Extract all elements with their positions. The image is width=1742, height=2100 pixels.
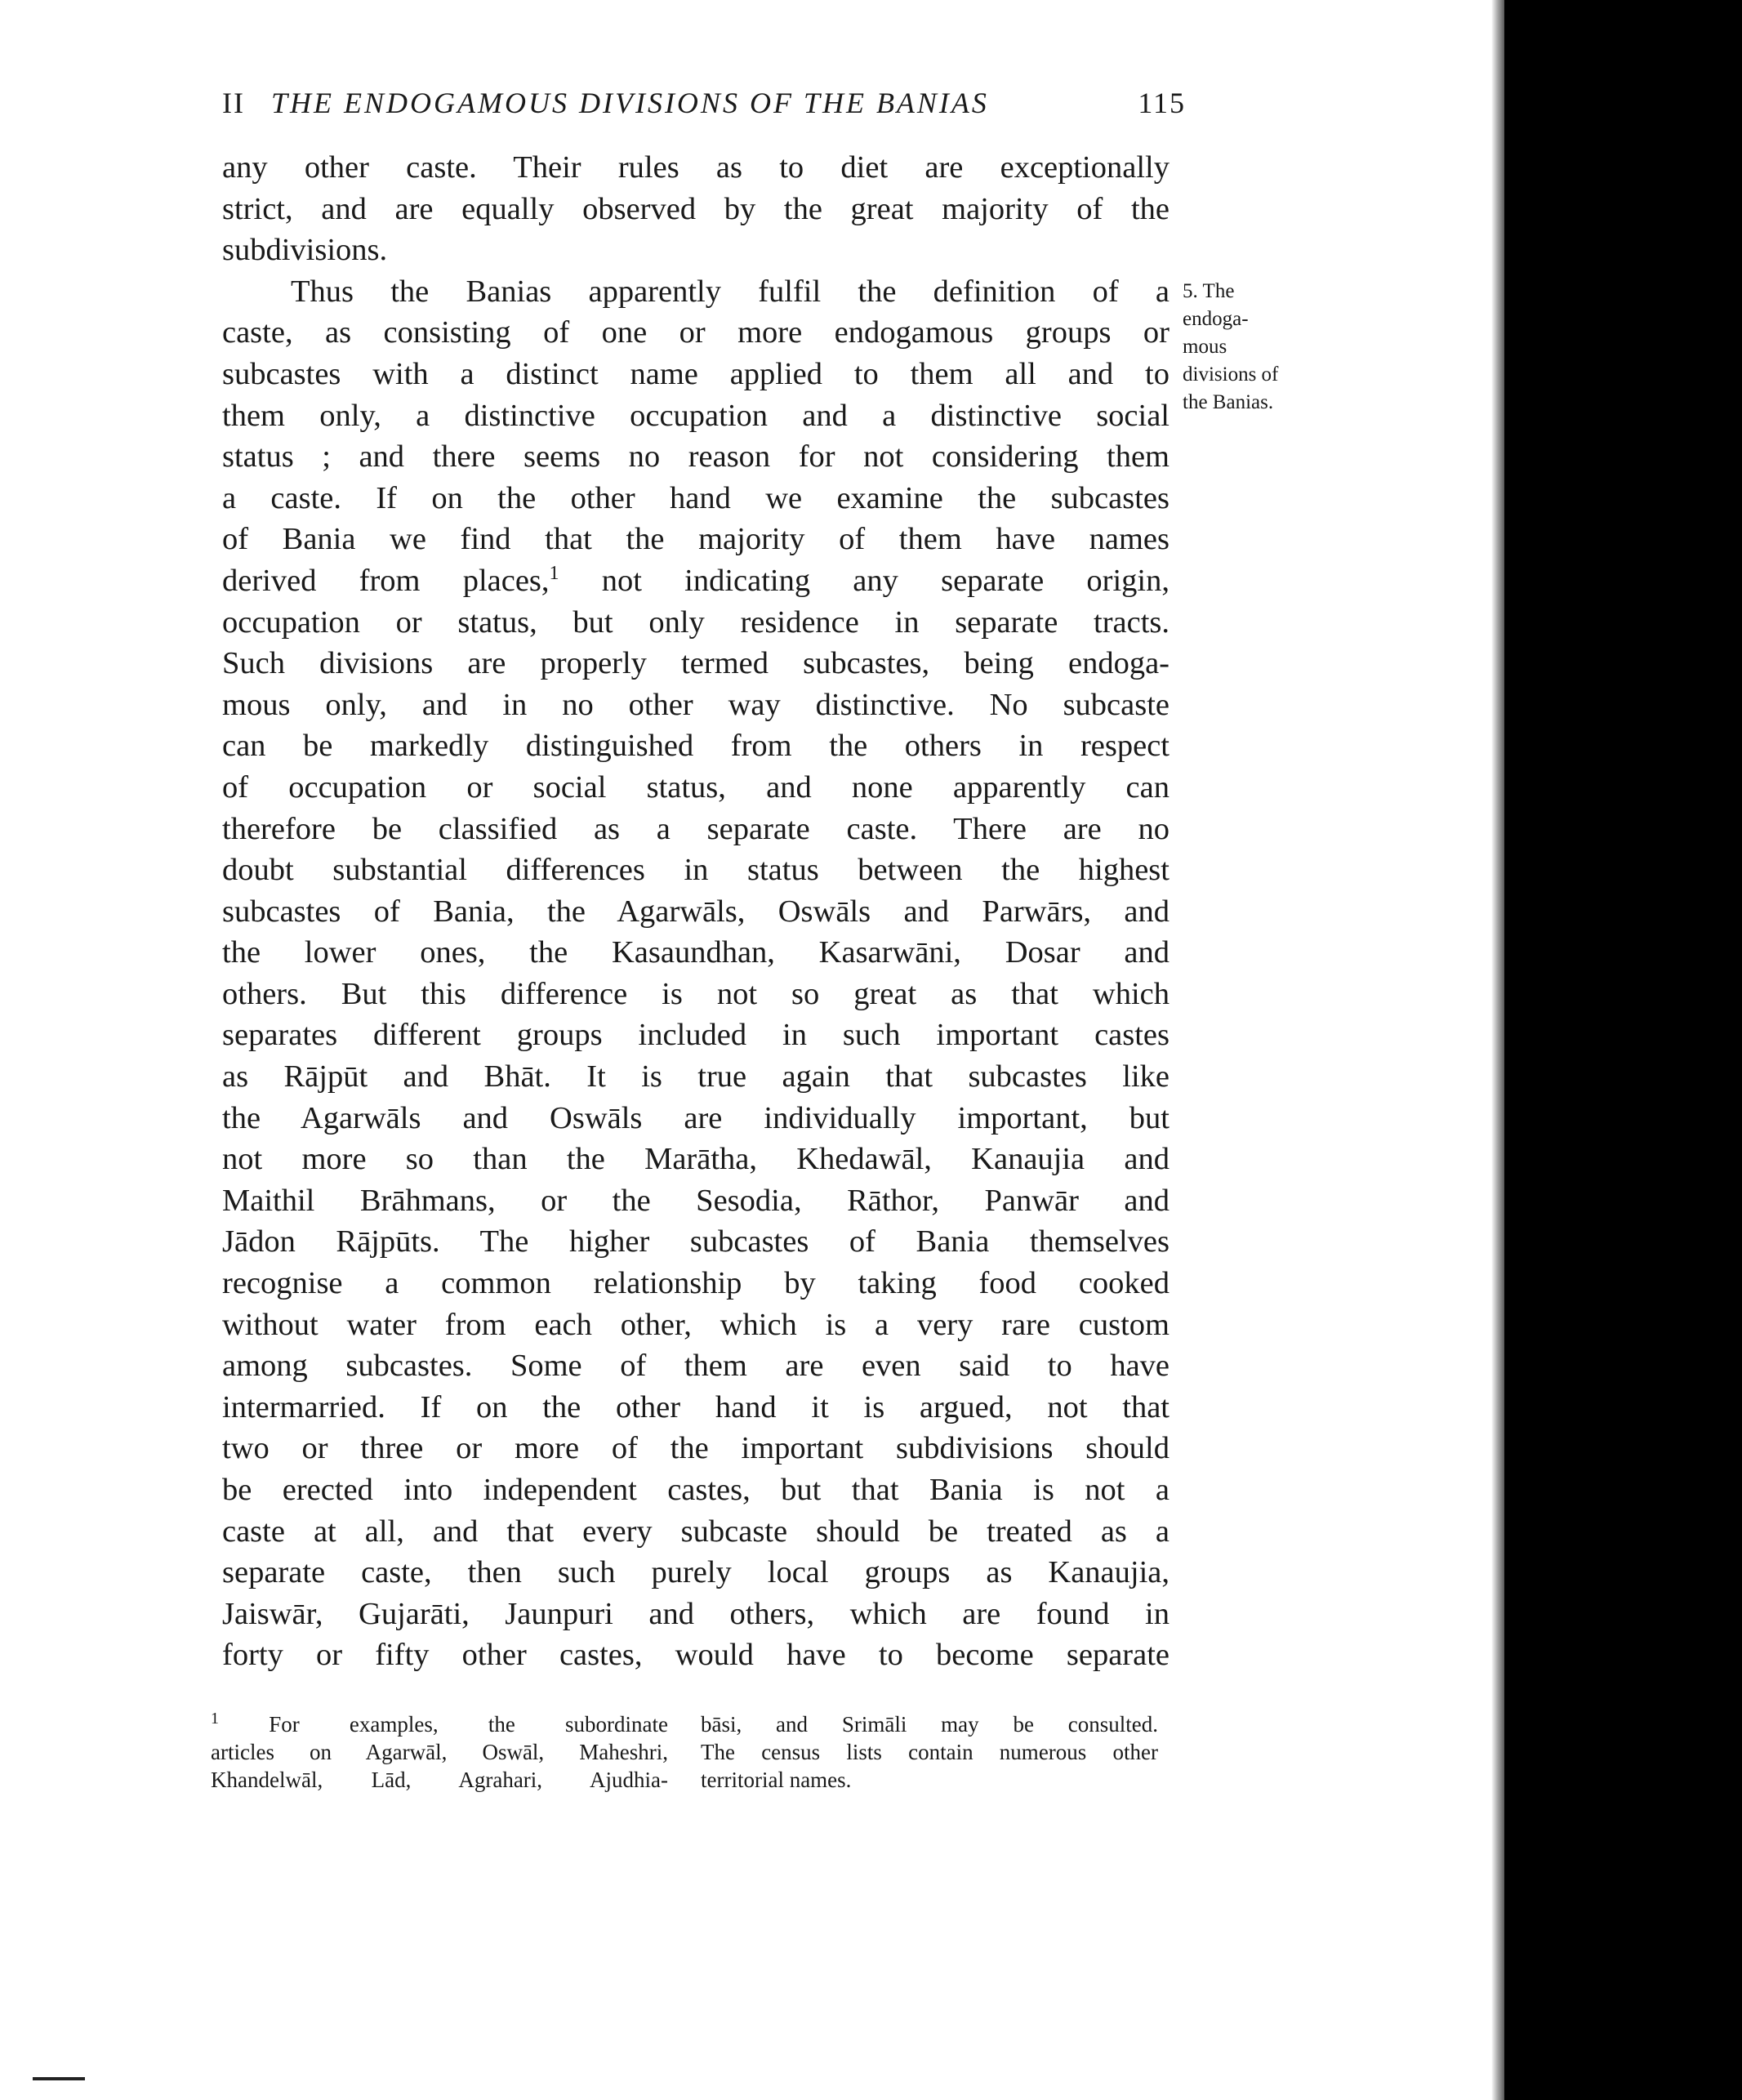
scan-mark [33,2077,85,2080]
text-line: Maithil Brāhmans, or the Sesodia, Rāthor, Panwār and [222,1183,1170,1218]
text-line: others. But this difference is not so great as that which [222,976,1170,1011]
footnote-marker: 1 [211,1710,219,1728]
footnote-line: bāsi, and Srimāli may be consulted. [701,1712,1158,1737]
text-line: mous only, and in no other way distinctive. No subcaste [222,687,1170,722]
text-line: strict, and are equally observed by the great majority of the [222,191,1170,226]
text-line: therefore be classified as a separate caste. There are no [222,811,1170,846]
text-line: without water from each other, which is a very rare custom [222,1307,1170,1342]
footnote-line: The census lists contain numerous other [701,1740,1158,1764]
scan-edge [1504,0,1742,2100]
text-line: subdivisions. [222,233,388,268]
footnote-ref[interactable]: 1 [549,563,559,585]
footnote-line: Khandelwāl, Lād, Agrahari, Ajudhia- [211,1768,668,1792]
page-number: 115 [1138,87,1186,119]
text-line: status ; and there seems no reason for not considering them [222,439,1170,475]
text-line: two or three or more of the important subdivisions should [222,1431,1170,1466]
text-line: separates different groups included in such important castes [222,1018,1170,1053]
margin-note-line: mous [1183,336,1227,358]
text-line: caste, as consisting of one or more endogamous groups or [222,315,1170,350]
footnote-text: For examples, the subordinate [219,1712,668,1737]
running-title: THE ENDOGAMOUS DIVISIONS OF THE BANIAS [271,87,989,119]
text-line-with-footnote-ref [222,560,1170,602]
margin-note-line: divisions of [1183,363,1279,386]
text-line: occupation or status, but only residence in separate tracts. [222,604,1170,640]
text-fragment: not indicating any separate origin, [559,563,1170,598]
text-line: caste at all, and that every subcaste should be treated as a [222,1514,1170,1549]
text-line: any other caste. Their rules as to diet are exceptionally [222,150,1170,185]
footnote-column-left [211,1710,668,1794]
margin-note [1183,278,1321,417]
text-line: as Rājpūt and Bhāt. It is true again that subcastes like [222,1059,1170,1095]
text-line: of occupation or social status, and none apparently can [222,769,1170,805]
text-line: recognise a common relationship by taking food cooked [222,1266,1170,1301]
margin-note-line: the Banias. [1183,391,1274,413]
text-line: the lower ones, the Kasaundhan, Kasarwāni, Dosar and [222,935,1170,970]
text-line: separate caste, then such purely local groups as Kanaujia, [222,1555,1170,1590]
text-line: doubt substantial differences in status between the highest [222,853,1170,888]
text-line: of Bania we find that the majority of them have names [222,522,1170,557]
footnote-column-right [701,1710,1158,1794]
margin-note-line: endoga- [1183,308,1249,330]
text-line: Jādon Rājpūts. The higher subcastes of Bania themselves [222,1224,1170,1260]
text-line: subcastes of Bania, the Agarwāls, Oswāls and Parwārs, and [222,894,1170,929]
chapter-number: II [222,87,245,119]
text-line: Such divisions are properly termed subcastes, being endoga- [222,646,1170,681]
text-line: a caste. If on the other hand we examine the subcastes [222,480,1170,515]
text-line: can be markedly distinguished from the others in respect [222,729,1170,764]
footnote-line [211,1710,668,1738]
text-line: subcastes with a distinct name applied to them all and to [222,356,1170,391]
text-line: intermarried. If on the other hand it is argued, not that [222,1389,1170,1425]
text-line: among subcastes. Some of them are even said to have [222,1349,1170,1384]
running-head [222,78,1186,127]
text-line: them only, a distinctive occupation and a distinctive social [222,398,1170,433]
text-line: forty or fifty other castes, would have to become separate [222,1638,1170,1673]
text-line: Thus the Banias apparently fulfil the definition of a [291,274,1170,309]
footnote-line: articles on Agarwāl, Oswāl, Maheshri, [211,1740,668,1764]
text-fragment: derived from places, [222,563,550,598]
text-line: Jaiswār, Gujarāti, Jaunpuri and others, which are found in [222,1596,1170,1631]
body-text [222,147,1170,1676]
margin-note-line: 5. The [1183,280,1235,302]
text-line: not more so than the Marātha, Khedawāl, Kanaujia and [222,1142,1170,1177]
footnote-line: territorial names. [701,1768,852,1792]
text-line: be erected into independent castes, but that Bania is not a [222,1473,1170,1507]
text-line: the Agarwāls and Oswāls are individually important, but [222,1100,1170,1135]
